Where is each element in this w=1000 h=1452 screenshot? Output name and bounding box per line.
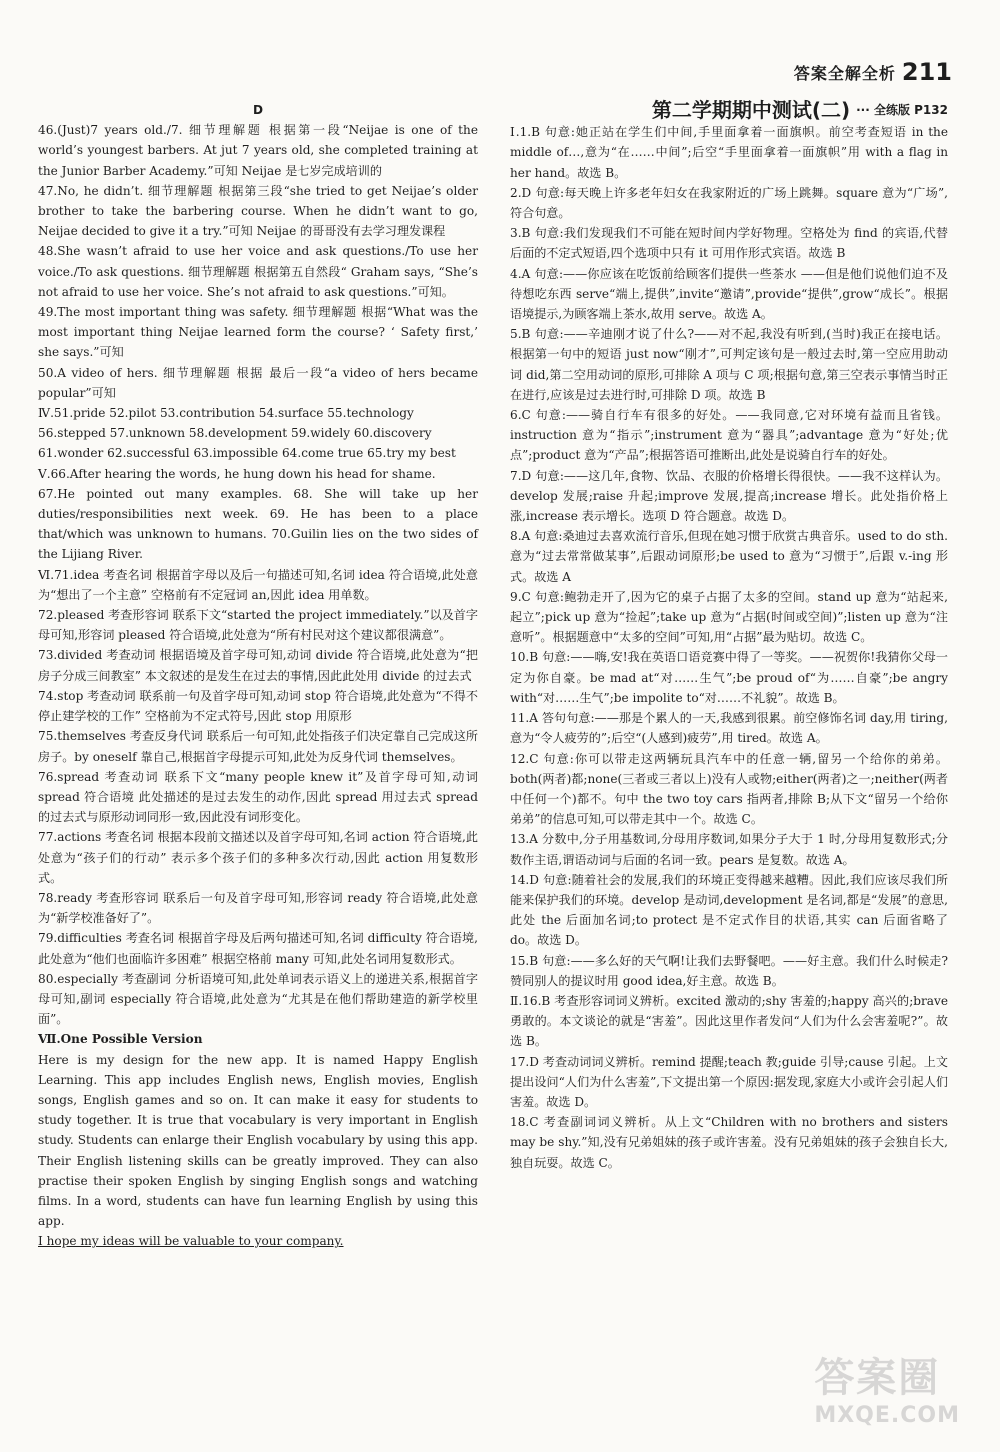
right-column-body — [510, 122, 948, 1173]
left-paragraph: 77.actions 考查名词 根据本段前文描述以及首字母可知,名词 action 符合语境,此处意为“孩子们的行动” 表示多个孩子们的多种多次行动,因此 action 用复数形式。 — [38, 830, 478, 885]
right-paragraph: 18.C 考查副词词义辨析。从上文“Children with no brothers and sisters may be shy.”知,没有兄弟姐妹的孩子或许害羞。没有兄弟姐妹的孩子会独自长大,独自玩耍。故选 C。 — [510, 1115, 948, 1170]
right-paragraph: 6.C 句意:——骑自行车有很多的好处。——我同意,它对环境有益而且省钱。instruction 意为“指示”;instrument 意为“器具”;advantage 意为“好处;优点”;product 意为“产品”;根据答语可推断出,此处是说骑自行车的好处。 — [510, 408, 948, 463]
left-paragraph: 76.spread 考查动词 联系下文“many people knew it”及首字母可知,动词 spread 符合语境 此处描述的是过去发生的动作,因此 spread 用过去式 spread 的过去式与原形动词同形一致,因此没有词形变化。 — [38, 769, 478, 825]
left-paragraph: Ⅳ.51.pride 52.pilot 53.contribution 54.surface 55.technology — [38, 406, 414, 421]
left-paragraph: 56.stepped 57.unknown 58.development 59.widely 60.discovery — [38, 426, 432, 441]
right-paragraph: 15.B 句意:——多么好的天气啊!让我们去野餐吧。——好主意。我们什么时候走?赞同别人的提议时用 good idea,好主意。故选 B。 — [510, 953, 948, 988]
left-paragraph: Ⅵ.71.idea 考查名词 根据首字母以及后一句描述可知,名词 idea 符合语境,此处意为“想出了一个主意” 空格前有不定冠词 an,因此 idea 用单数。 — [38, 567, 478, 602]
left-paragraph: 72.pleased 考查形容词 联系下文“started the project immediately.”以及首字母可知,形容词 pleased 符合语境,此处意为“所有村民对这个建议都很满意”。 — [38, 608, 478, 643]
watermark — [814, 1346, 960, 1428]
left-paragraph: 74.stop 考查动词 联系前一句及首字母可知,动词 stop 符合语境,此处意为“不得不停止建学校的工作” 空格前为不定式符号,因此 stop 用原形 — [38, 688, 478, 724]
right-paragraph: 9.C 句意:鲍勃走开了,因为它的桌子占据了太多的空间。stand up 意为“站起来,起立”;pick up 意为“捡起”;take up 意为“占据(时间或空间)”;listen up 意为“注意听”。根据题意中“太多的空间”可知,用“占据”最为贴切。故选 C。 — [510, 589, 948, 645]
left-paragraph: 67.He pointed out many examples. 68. She will take up her duties/responsibilities next week. 69. He has been to a place that/which was unknown to humans. 70.Guilin lies on the two sides of the Lijiang River. — [38, 486, 478, 562]
right-paragraph: 14.D 句意:随着社会的发展,我们的环境正变得越来越糟。因此,我们应该尽我们所能来保护我们的环境。develop 是动词,development 是名词,都是“发展”的意思,此处 the 后面加名词;to protect 是不定式作目的状语,其实 can 后面省略了 do。故选 D。 — [510, 872, 948, 948]
header-title: 答案全解全析 — [793, 63, 896, 83]
left-paragraph: Ⅶ.One Possible Version — [38, 1032, 203, 1047]
right-paragraph: Ⅰ.1.B 句意:她正站在学生们中间,手里面拿着一面旗帜。前空考查短语 in the middle of…,意为“在……中间”;后空“手里面拿着一面旗帜”用 with a flag in her hand。故选 B。 — [510, 125, 948, 180]
left-paragraph: 46.(Just)7 years old./7. 细节理解题 根据第一段“Neijae is one of the world’s youngest barbers. At jut 7 years old, she completed training at the Junior Barber Academy.”可知 Neijae 是七岁完成培训的 — [38, 123, 478, 178]
left-paragraph: 78.ready 考查形容词 联系后一句及首字母可知,形容词 ready 符合语境,此处意为“新学校准备好了”。 — [38, 890, 478, 926]
left-paragraph: 73.divided 考查动词 根据语境及首字母可知,动词 divide 符合语境,此处意为“把房子分成三间教室” 本文叙述的是发生在过去的事情,因此此处用 divide 的过去式 — [38, 648, 478, 683]
right-paragraph: 7.D 句意:——这几年,食物、饮品、衣服的价格增长得很快。——我不这样认为。develop 发展;raise 升起;improve 发展,提高;increase 增长。此处指价格上涨,increase 表示增长。选项 D 符合题意。故选 D。 — [510, 468, 948, 524]
left-paragraph: D — [252, 103, 264, 117]
right-column — [510, 100, 948, 1173]
left-paragraph: Ⅴ.66.After hearing the words, he hung down his head for shame. — [38, 466, 436, 481]
watermark-text: 答案圈 — [814, 1355, 941, 1401]
left-paragraph: 80.especially 考查副词 分析语境可知,此处单词表示语义上的递进关系,根据首字母可知,副词 especially 符合语境,此处意为“尤其是在他们帮助建造的新学校里面”。 — [38, 971, 478, 1027]
right-paragraph: 5.B 句意:——辛迪刚才说了什么?——对不起,我没有听到,(当时)我正在接电话。根据第一句中的短语 just now“刚才”,可判定该句是一般过去时,第一空应用助动词 did,第二空用动词的原形,可排除 A 项与 C 项;根据句意,第三空表示事情当时正在进行,应该是过去进行时,可排除 D 项。故选 B — [510, 327, 948, 402]
left-paragraph: 61.wonder 62.successful 63.impossible 64.come true 65.try my best — [38, 446, 456, 461]
right-paragraph: 3.B 句意:我们发现我们不可能在短时间内学好物理。空格处为 find 的宾语,代替后面的不定式短语,四个选项中只有 it 可用作形式宾语。故选 B — [510, 226, 948, 261]
right-paragraph: 10.B 句意:——嗨,安!我在英语口语竞赛中得了一等奖。——祝贺你!我猜你父母一定为你自豪。be mad at“对……生气”;be proud of“为……自豪”;be angry with“对……生气”;be impolite to“对……不礼貌”。故选 B。 — [510, 650, 948, 705]
right-paragraph: 13.A 分数中,分子用基数词,分母用序数词,如果分子大于 1 时,分母用复数形式;分数作主语,谓语动词与后面的名词一致。pears 是复数。故选 A。 — [510, 832, 948, 867]
left-paragraph: 47.No, he didn’t. 细节理解题 根据第三段“she tried to get Neijae’s older brother to take the barbering course. When he didn’t want to go, Neijae decided to give it a try.”可知 Neijae 的哥哥没有去学习理发课程 — [38, 183, 478, 239]
section-reference: ··· 全练版 P132 — [856, 103, 948, 117]
page-header — [794, 52, 952, 92]
left-paragraph: 49.The most important thing was safety. 细节理解题 根据“What was the most important thing Neijae learned form the course? ‘ Safety first,’ she says.”可知 — [38, 305, 478, 360]
right-paragraph: 2.D 句意:每天晚上许多老年妇女在我家附近的广场上跳舞。square 意为“广场”,符合句意。 — [510, 185, 948, 221]
left-paragraph: Here is my design for the new app. It is named Happy English Learning. This app includes English news, English movies, English songs, English games and so on. It can make it easy for students to study together. It is true that vocabulary is very important in English study. Students can enlarge their English vocabulary by using this app. Their English listening skills can be greatly improved. They can also practise their spoken English by singing English songs and watching films. In a word, students can have fun learning English by using this app. — [38, 1052, 478, 1229]
right-paragraph: Ⅱ.16.B 考查形容词词义辨析。excited 激动的;shy 害羞的;happy 高兴的;brave 勇敢的。本文谈论的就是“害羞”。因此这里作者发问“人们为什么会害羞呢?”。故选 B。 — [510, 993, 948, 1049]
section-title: 第二学期期中测试(二) — [651, 98, 851, 122]
left-paragraph: I hope my ideas will be valuable to your company. — [38, 1234, 344, 1249]
section-heading — [510, 100, 948, 120]
page-number: 211 — [901, 58, 952, 86]
right-paragraph: 4.A 句意:——你应该在吃饭前给顾客们提供一些茶水 ——但是他们说他们迫不及待想吃东西 serve“端上,提供”,invite“邀请”,provide“提供”,grow“成长”。根据语境提示,为顾客端上茶水,故用 serve。故选 A。 — [510, 266, 948, 322]
left-paragraph: 50.A video of hers. 细节理解题 根据 最后一段“a video of hers became popular”可知 — [38, 365, 478, 400]
right-paragraph: 12.C 句意:你可以带走这两辆玩具汽车中的任意一辆,留另一个给你的弟弟。both(两者)都;none(三者或三者以上)没有人或物;either(两者)之一;neither(两者中任何一个)都不。句中 the two toy cars 指两者,排除 B;从下文“留另一个给你弟弟”的信息可知,可以带走其中一个。故选 C。 — [510, 751, 948, 827]
left-paragraph: 75.themselves 考查反身代词 联系后一句可知,此处指孩子们决定靠自己完成这所房子。by oneself 靠自己,根据首字母提示可知,此处为反身代词 themselves。 — [38, 729, 478, 764]
left-column — [38, 100, 478, 1252]
left-paragraph: 79.difficulties 考查名词 根据首字母及后两句描述可知,名词 difficulty 符合语境,此处意为“他们也面临许多困难” 根据空格前 many 可知,此处名词用复数形式。 — [38, 931, 478, 966]
right-paragraph: 11.A 答句句意:——那是个累人的一天,我感到很累。前空修饰名词 day,用 tiring,意为“令人疲劳的”;后空“(人感到)疲劳”,用 tired。故选 A。 — [510, 711, 948, 746]
right-paragraph: 17.D 考查动词词义辨析。remind 提醒;teach 教;guide 引导;cause 引起。上文提出设问“人们为什么害羞”,下文提出第一个原因:据发现,家庭大小或许会引起人们害羞。故选 D。 — [510, 1054, 948, 1109]
watermark-url: MXQE.COM — [814, 1403, 960, 1428]
left-paragraph: 48.She wasn’t afraid to use her voice and ask questions./To use her voice./To ask questions. 细节理解题 根据第五自然段“ Graham says, “She’s not afraid to use her voice. She’s not afraid to ask questions.”可知。 — [38, 244, 478, 299]
right-paragraph: 8.A 句意:桑迪过去喜欢流行音乐,但现在她习惯于欣赏古典音乐。used to do sth.意为“过去常常做某事”,后跟动词原形;be used to 意为“习惯于”,后跟 v.-ing 形式。故选 A — [510, 529, 948, 584]
